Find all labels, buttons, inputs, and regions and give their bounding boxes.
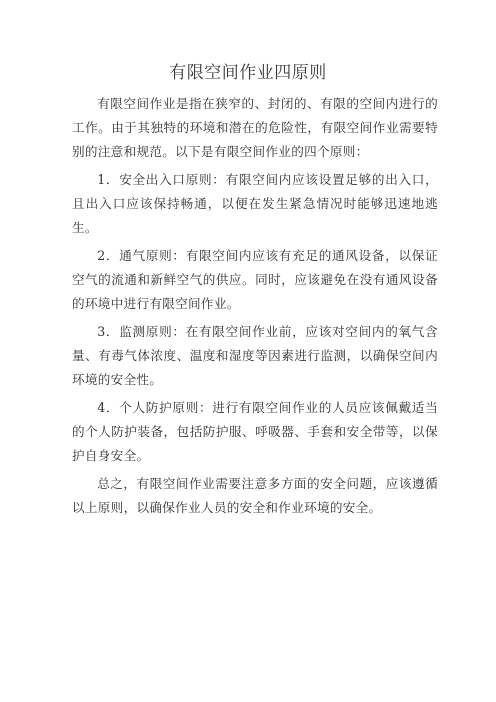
- principle-3-paragraph: 3．监测原则：在有限空间作业前，应该对空间内的氧气含量、有毒气体浓度、温度和湿度等因素进行监测，以确保空间内环境的安全性。: [72, 324, 438, 387]
- intro-paragraph: 有限空间作业是指在狭窄的、封闭的、有限的空间内进行的工作。由于其独特的环境和潜在的危险性，有限空间作业需要特别的注意和规范。以下是有限空间作业的四个原则：: [72, 96, 438, 159]
- principle-1-paragraph: 1．安全出入口原则：有限空间内应该设置足够的出入口，且出入口应该保持畅通，以便在发生紧急情况时能够迅速地逃生。: [72, 172, 438, 235]
- document-body: [72, 92, 438, 524]
- conclusion-paragraph: 总之，有限空间作业需要注意多方面的安全问题，应该遵循以上原则，以确保作业人员的安全和作业环境的安全。: [72, 476, 438, 515]
- principle-4-paragraph: 4．个人防护原则：进行有限空间作业的人员应该佩戴适当的个人防护装备，包括防护服、呼吸器、手套和安全带等，以保护自身安全。: [72, 400, 438, 463]
- principle-2-paragraph: 2．通气原则：有限空间内应该有充足的通风设备，以保证空气的流通和新鲜空气的供应。同时，应该避免在没有通风设备的环境中进行有限空间作业。: [72, 248, 438, 311]
- document-title: 有限空间作业四原则: [169, 63, 327, 83]
